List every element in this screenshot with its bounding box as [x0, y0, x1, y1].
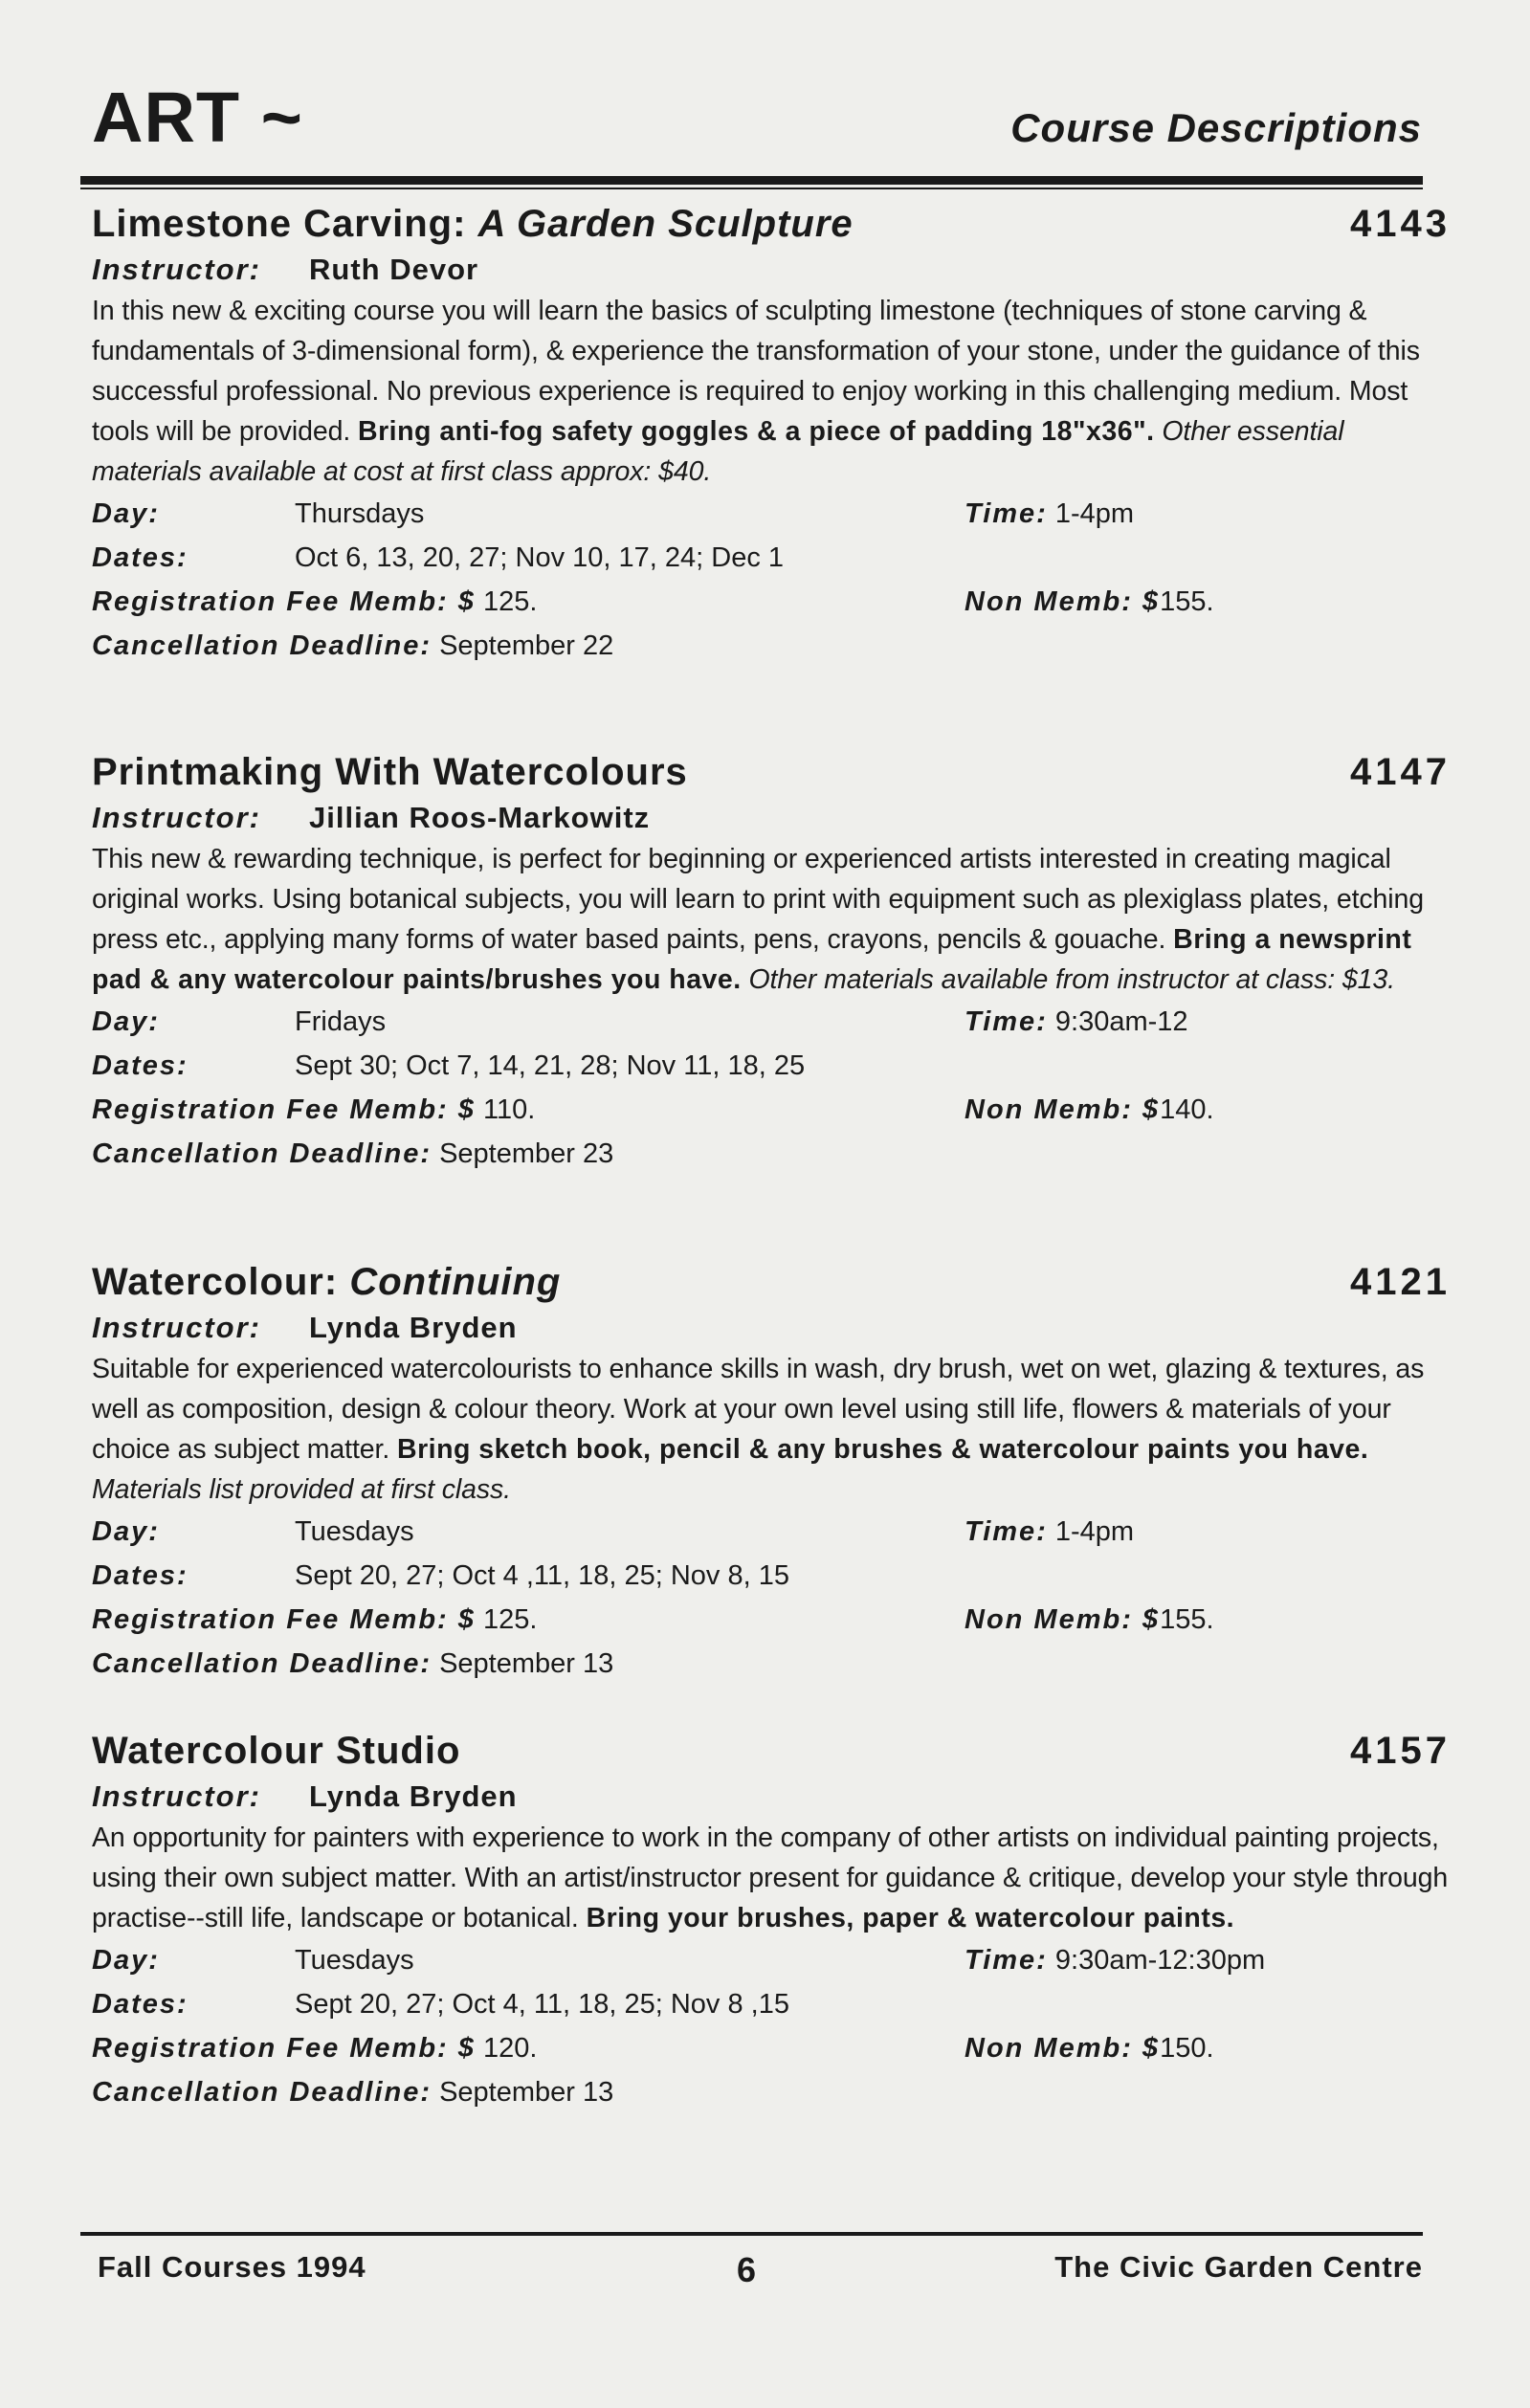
fee-label: Registration Fee Memb: $ [92, 1604, 476, 1635]
course-number: 4121 [1350, 1261, 1451, 1303]
dates-value: Sept 20, 27; Oct 4 ,11, 18, 25; Nov 8, 15 [295, 1560, 789, 1591]
cancel-value: September 23 [432, 1138, 614, 1169]
course-title-italic: Continuing [349, 1261, 562, 1303]
fee-label: Registration Fee Memb: $ [92, 586, 476, 617]
fee-row [92, 1088, 1451, 1132]
day-label: Day: [92, 1006, 160, 1037]
day-label: Day: [92, 1945, 160, 1976]
course-description [92, 1818, 1451, 1938]
instructor-line [92, 1311, 1451, 1349]
dates-value: Oct 6, 13, 20, 27; Nov 10, 17, 24; Dec 1 [295, 542, 785, 573]
time-label: Time: [965, 1006, 1048, 1037]
instructor-name: Ruth Devor [309, 253, 479, 286]
dates-value: Sept 30; Oct 7, 14, 21, 28; Nov 11, 18, 25 [295, 1050, 806, 1081]
instructor-label: Instructor: [92, 253, 261, 286]
fee-row [92, 580, 1451, 624]
time-value: 1-4pm [1054, 1516, 1135, 1547]
header-rule [80, 176, 1423, 185]
instructor-name: Jillian Roos-Markowitz [309, 801, 651, 834]
day-row [92, 1938, 1451, 1982]
instructor-label: Instructor: [92, 1779, 261, 1813]
cancel-label: Cancellation Deadline: [92, 1648, 432, 1679]
course-title-text: Watercolour Studio [92, 1730, 461, 1772]
dates-row [92, 1554, 1451, 1598]
cancel-row [92, 1642, 1451, 1686]
instructor-name: Lynda Bryden [309, 1311, 518, 1344]
nonmemb-value: 155. [1160, 1604, 1214, 1635]
description-text: This new & rewarding technique, is perfect for beginning or experienced artists interested in creating magical original works. Using botanical subjects, you will learn to print with equipment such as plexiglass plates, etching press etc., applying many forms of water based paints, pens, crayons, pencils & gouache. [92, 844, 1425, 955]
time-value: 9:30am-12 [1054, 1006, 1188, 1037]
course-title [92, 1261, 1451, 1311]
dates-row [92, 536, 1451, 580]
course-number: 4157 [1350, 1730, 1451, 1772]
course-4121 [92, 1261, 1451, 1686]
instructor-line [92, 253, 1451, 291]
time-value: 9:30am-12:30pm [1054, 1945, 1266, 1976]
nonmemb-value: 150. [1160, 2033, 1214, 2064]
description-text: In this new & exciting course you will learn the basics of sculpting limestone (techniques of stone carving & fundamentals of 3-dimensional form), & experience the transformation of your stone, under the guidance of this successful professional. No previous experience is required to enjoy working in this challenging medium. Most tools will be provided. [92, 296, 1420, 447]
description-italic: Materials list provided at first class. [92, 1474, 511, 1505]
header-rule-thin [80, 188, 1423, 189]
description-bold: Bring a newsprint pad & any watercolour paints/brushes you have. [92, 924, 1412, 995]
cancel-row [92, 2070, 1451, 2114]
day-label: Day: [92, 498, 160, 529]
dates-row [92, 1044, 1451, 1088]
instructor-name: Lynda Bryden [309, 1779, 518, 1813]
course-title [92, 751, 1451, 801]
time-label: Time: [965, 1945, 1048, 1976]
day-row [92, 1000, 1451, 1044]
nonmemb-label: Non Memb: $ [965, 586, 1161, 617]
cancel-label: Cancellation Deadline: [92, 630, 432, 661]
time-label: Time: [965, 498, 1048, 529]
description-bold: Bring sketch book, pencil & any brushes & watercolour paints you have. [396, 1434, 1369, 1465]
cancel-row [92, 624, 1451, 668]
course-description [92, 839, 1451, 1000]
cancel-value: September 13 [432, 1648, 614, 1679]
day-label: Day: [92, 1516, 160, 1547]
dates-value: Sept 20, 27; Oct 4, 11, 18, 25; Nov 8 ,15 [295, 1989, 789, 2020]
course-description [92, 291, 1451, 492]
course-description [92, 1349, 1451, 1510]
course-4147 [92, 751, 1451, 1176]
fee-value: 110. [475, 1094, 536, 1125]
fee-label: Registration Fee Memb: $ [92, 2033, 476, 2064]
day-value: Tuesdays [295, 1516, 414, 1547]
fee-value: 125. [475, 586, 538, 617]
dates-label: Dates: [92, 542, 188, 573]
course-title-text: Watercolour: [92, 1261, 350, 1303]
section-subtitle: Course Descriptions [1010, 105, 1422, 150]
fee-row [92, 2026, 1451, 2070]
day-row [92, 1510, 1451, 1554]
cancel-label: Cancellation Deadline: [92, 2077, 432, 2108]
description-italic: Other essential materials available at cost at first class approx: $40. [92, 416, 1344, 487]
page-header [92, 77, 1422, 163]
fee-value: 120. [475, 2033, 538, 2064]
nonmemb-label: Non Memb: $ [965, 2033, 1161, 2064]
cancel-value: September 13 [432, 2077, 614, 2108]
day-value: Thursdays [295, 498, 425, 529]
cancel-row [92, 1132, 1451, 1176]
course-number: 4147 [1350, 751, 1451, 793]
footer-organization: The Civic Garden Centre [1054, 2250, 1423, 2284]
dates-label: Dates: [92, 1989, 188, 2020]
cancel-value: September 22 [432, 630, 614, 661]
description-bold: Bring your brushes, paper & watercolour paints. [586, 1903, 1235, 1933]
section-title: ART ~ [92, 77, 303, 157]
instructor-line [92, 1779, 1451, 1818]
description-text: An opportunity for painters with experience to work in the company of other artists on individual painting projects, using their own subject matter. With an artist/instructor present for guidance & critique, develop your style through practise--still life, landscape or botanical. [92, 1823, 1449, 1933]
dates-label: Dates: [92, 1560, 188, 1591]
dates-label: Dates: [92, 1050, 188, 1081]
footer-season: Fall Courses 1994 [98, 2250, 366, 2284]
dates-row [92, 1982, 1451, 2026]
nonmemb-label: Non Memb: $ [965, 1604, 1161, 1635]
nonmemb-label: Non Memb: $ [965, 1094, 1161, 1125]
course-title [92, 203, 1451, 253]
description-italic: Other materials available from instructor at class: $13. [741, 964, 1395, 995]
course-4143 [92, 203, 1451, 668]
day-row [92, 492, 1451, 536]
instructor-label: Instructor: [92, 801, 261, 834]
course-number: 4143 [1350, 203, 1451, 245]
nonmemb-value: 140. [1160, 1094, 1214, 1125]
time-value: 1-4pm [1054, 498, 1135, 529]
day-value: Tuesdays [295, 1945, 414, 1976]
fee-value: 125. [475, 1604, 538, 1635]
cancel-label: Cancellation Deadline: [92, 1138, 432, 1169]
course-title-text: Printmaking With Watercolours [92, 751, 688, 793]
nonmemb-value: 155. [1160, 586, 1214, 617]
fee-label: Registration Fee Memb: $ [92, 1094, 476, 1125]
description-text: Suitable for experienced watercolourists to enhance skills in wash, dry brush, wet on wet, glazing & textures, as well as composition, design & colour theory. Work at your own level using still life, flowers & materials of your choice as subject matter. [92, 1354, 1425, 1465]
instructor-line [92, 801, 1451, 839]
fee-row [92, 1598, 1451, 1642]
course-4157 [92, 1730, 1451, 2114]
day-value: Fridays [295, 1006, 387, 1037]
description-bold: Bring anti-fog safety goggles & a piece of padding 18"x36". [358, 416, 1155, 447]
instructor-label: Instructor: [92, 1311, 261, 1344]
course-title-text: Limestone Carving: [92, 203, 478, 245]
time-label: Time: [965, 1516, 1048, 1547]
footer-rule [80, 2232, 1423, 2236]
course-title-italic: A Garden Sculpture [477, 203, 854, 245]
page-number: 6 [737, 2250, 758, 2289]
course-title [92, 1730, 1451, 1779]
